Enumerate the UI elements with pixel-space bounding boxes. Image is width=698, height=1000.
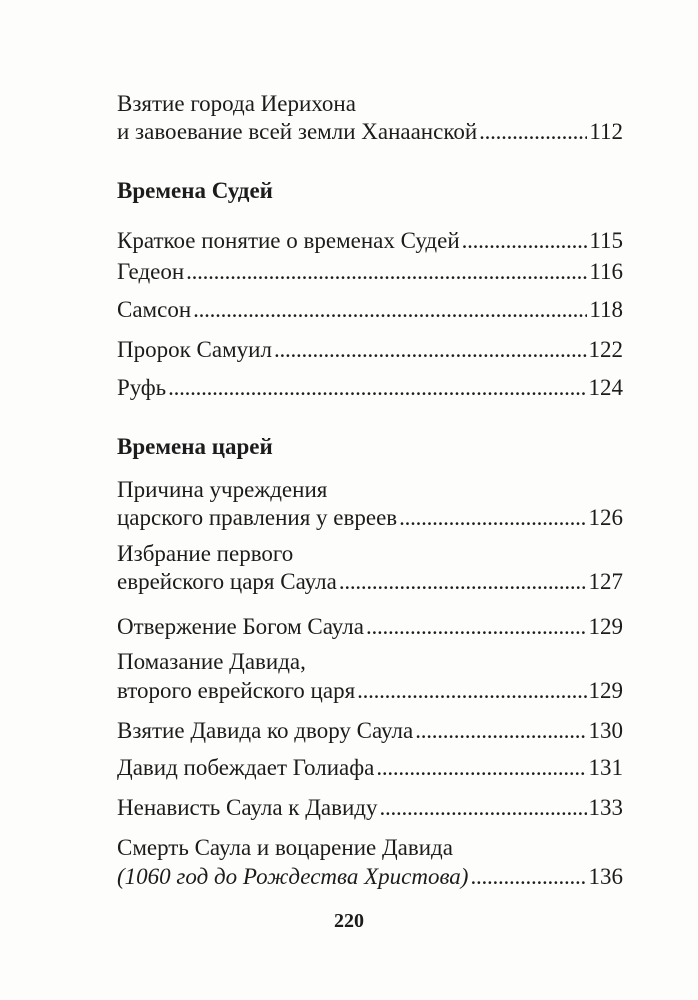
entry-title: Пророк Самуил xyxy=(117,337,272,362)
entry-page: 116 xyxy=(589,259,623,284)
entry-title: Отвержение Богом Саула xyxy=(117,614,364,639)
entry-title: Самсон xyxy=(117,297,192,322)
dot-leader xyxy=(366,613,587,641)
dot-leader xyxy=(274,336,587,364)
dot-leader xyxy=(479,118,587,146)
toc-entry xyxy=(117,754,623,782)
dot-leader xyxy=(462,227,588,255)
toc-entry xyxy=(117,677,623,705)
toc-entry xyxy=(117,613,623,641)
toc-entry-line xyxy=(117,90,623,118)
entry-title: Причина учреждения xyxy=(117,477,328,502)
toc-entry-line xyxy=(117,834,623,862)
toc-entry xyxy=(117,296,623,324)
entry-page: 129 xyxy=(588,614,623,639)
dot-leader xyxy=(339,568,587,596)
entry-title: Избрание первого xyxy=(117,541,294,566)
toc-entry xyxy=(117,258,623,286)
dot-leader xyxy=(357,677,586,705)
entry-title: Давид побеждает Голиафа xyxy=(117,755,375,780)
toc-entry-line xyxy=(117,476,623,504)
toc-entry-line xyxy=(117,648,623,676)
dot-leader xyxy=(186,258,587,286)
entry-title: (1060 год до Рождества Христова) xyxy=(117,864,469,889)
entry-title: Взятие города Иерихона xyxy=(117,91,356,116)
dot-leader xyxy=(415,717,586,745)
entry-title: Краткое понятие о временах Судей xyxy=(117,228,460,253)
entry-page: 112 xyxy=(589,119,623,144)
dot-leader xyxy=(168,374,586,402)
section-heading: Времена Судей xyxy=(117,178,273,203)
dot-leader xyxy=(193,296,587,324)
entry-title: второго еврейского царя xyxy=(117,678,356,703)
toc-entry xyxy=(117,717,623,745)
entry-page: 122 xyxy=(588,337,623,362)
entry-title: Помазание Давида, xyxy=(117,649,306,674)
entry-page: 130 xyxy=(588,718,623,743)
entry-title: Гедеон xyxy=(117,259,185,284)
entry-title: Взятие Давида ко двору Саула xyxy=(117,718,414,743)
toc-entry xyxy=(117,374,623,402)
entry-page: 126 xyxy=(588,505,623,530)
entry-title: и завоевание всей земли Ханаанской xyxy=(117,119,478,144)
section-heading: Времена царей xyxy=(117,434,273,459)
toc-entry xyxy=(117,794,623,822)
entry-page: 131 xyxy=(588,755,623,780)
entry-title: еврейского царя Саула xyxy=(117,569,337,594)
entry-title: Смерть Саула и воцарение Давида xyxy=(117,835,453,860)
toc-entry xyxy=(117,118,623,146)
entry-page: 136 xyxy=(588,864,623,889)
entry-page: 115 xyxy=(589,228,623,253)
entry-page: 127 xyxy=(588,569,623,594)
entry-title: Ненависть Саула к Давиду xyxy=(117,795,378,820)
dot-leader xyxy=(470,863,586,891)
toc-entry-line xyxy=(117,540,623,568)
page-number: 220 xyxy=(334,910,364,932)
entry-page: 129 xyxy=(588,678,623,703)
toc-entry xyxy=(117,863,623,891)
dot-leader xyxy=(399,504,586,532)
entry-title: Руфь xyxy=(117,375,167,400)
entry-page: 118 xyxy=(589,297,623,322)
toc-entry xyxy=(117,227,623,255)
toc-entry xyxy=(117,568,623,596)
toc-entry xyxy=(117,504,623,532)
toc-entry xyxy=(117,336,623,364)
entry-page: 124 xyxy=(588,375,623,400)
dot-leader xyxy=(380,794,587,822)
entry-title: царского правления у евреев xyxy=(117,505,398,530)
dot-leader xyxy=(376,754,586,782)
entry-page: 133 xyxy=(588,795,623,820)
